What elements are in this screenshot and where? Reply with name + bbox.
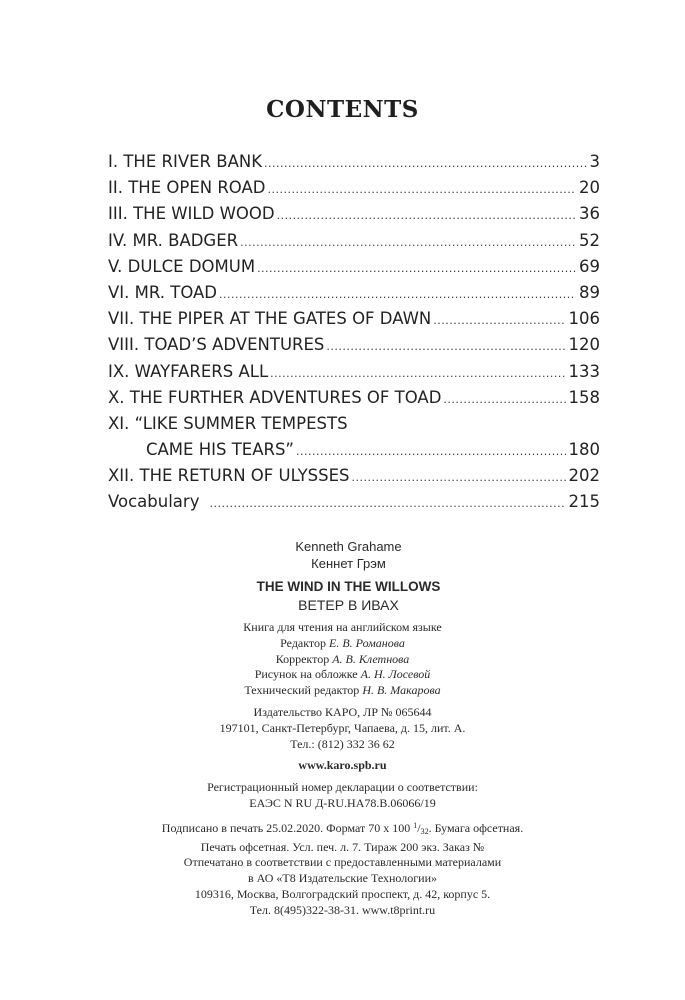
toc-leader-dots [240, 230, 576, 256]
publisher-phone: Тел.: (812) 332 36 62 [290, 736, 395, 751]
toc-leader-dots [326, 334, 565, 360]
toc-entry-page: 52 [579, 230, 600, 250]
fraction-numerator: 1 [413, 820, 418, 830]
toc-entry-title: Vocabulary [108, 492, 200, 512]
toc-leader-dots [257, 256, 576, 282]
credit-name: Н. В. Макарова [362, 683, 441, 698]
table-of-contents [108, 149, 600, 516]
imprint-block [0, 538, 685, 919]
toc-leader-dots [264, 151, 586, 177]
toc-entry [108, 437, 600, 463]
toc-entry [108, 489, 600, 515]
toc-entry-page: 3 [589, 152, 600, 171]
toc-entry-title: II. THE OPEN ROAD [108, 178, 266, 198]
credit-name: Е. В. Романова [329, 635, 405, 650]
toc-entry [108, 201, 600, 227]
toc-entry-title: V. DULCE DOMUM [108, 256, 256, 276]
toc-entry-page: 180 [568, 440, 600, 460]
toc-entry [108, 306, 600, 332]
toc-leader-dots [209, 491, 565, 517]
toc-leader-dots [443, 387, 565, 413]
credit-label: Корректор [275, 651, 330, 666]
toc-entry-page: 133 [568, 361, 600, 381]
signed-text-end: . Бумага офсетная. [428, 820, 524, 835]
toc-entry-title: XII. THE RETURN OF ULYSSES [108, 466, 350, 486]
toc-entry-page: 69 [579, 256, 600, 276]
author-english: Kenneth Grahame [295, 539, 402, 554]
toc-entry [108, 175, 600, 201]
toc-leader-dots [267, 177, 576, 203]
toc-entry-page: 89 [579, 282, 600, 302]
credit-editor [0, 636, 685, 652]
author-russian: Кеннет Грэм [311, 556, 386, 571]
credit-name: А. Н. Лосевой [360, 667, 431, 682]
printed-line-2: в АО «Т8 Издательские Технологии» [247, 871, 438, 886]
toc-leader-dots [296, 439, 566, 465]
toc-entry-title: X. THE FURTHER ADVENTURES OF TOAD [108, 387, 442, 407]
toc-entry [108, 149, 600, 175]
toc-entry-title: VI. MR. TOAD [108, 282, 218, 302]
signed-line [0, 818, 685, 840]
toc-leader-dots [277, 203, 576, 229]
page-title: CONTENTS [266, 96, 419, 123]
format-fraction: $^1/_{32}$ [413, 820, 429, 836]
toc-entry [108, 228, 600, 254]
toc-entry-title: I. THE RIVER BANK [108, 152, 263, 171]
credit-corrector [0, 652, 685, 668]
toc-entry-page: 106 [568, 309, 600, 329]
book-title-russian: ВЕТЕР В ИВАХ [298, 597, 399, 613]
signed-text: Подписано в печать 25.02.2020. Формат 70 x 100 [161, 820, 411, 835]
print-info: Печать офсетная. Усл. печ. л. 7. Тираж 200 экз. Заказ № [200, 839, 485, 854]
toc-entry [108, 463, 600, 489]
credit-tech-editor [0, 683, 685, 699]
toc-entry-page: 36 [579, 204, 600, 224]
toc-entry-title: III. THE WILD WOOD [108, 204, 275, 224]
publisher-website: www.karo.spb.ru [298, 758, 387, 773]
toc-entry [108, 411, 600, 437]
toc-entry-title: VII. THE PIPER AT THE GATES OF DAWN [108, 309, 432, 329]
toc-entry-page: 158 [568, 387, 600, 407]
credit-name: А. В. Клетнова [332, 651, 410, 666]
fraction-denominator: 32 [420, 826, 429, 836]
credit-label: Редактор [280, 635, 327, 650]
credit-label: Технический редактор [244, 683, 360, 698]
toc-entry [108, 359, 600, 385]
credit-label: Рисунок на обложке [254, 667, 358, 682]
publisher-address: 197101, Санкт-Петербург, Чапаева, д. 15, лит. А. [219, 720, 466, 735]
toc-leader-dots [352, 465, 566, 491]
registration-label: Регистрационный номер декларации о соответствии: [207, 780, 478, 795]
registration-number: ЕАЭС N RU Д-RU.НА78.В.06066/19 [249, 795, 436, 810]
toc-entry-page: 20 [579, 178, 600, 198]
printed-line-1: Отпечатано в соответствии с предоставленными материалами [183, 855, 502, 870]
toc-entry [108, 254, 600, 280]
toc-entry-title: VIII. TOAD’S ADVENTURES [108, 335, 325, 355]
toc-entry-title: XI. “LIKE SUMMER TEMPESTS [108, 413, 348, 433]
book-subtitle: Книга для чтения на английском языке [243, 620, 442, 634]
toc-leader-dots [433, 308, 565, 334]
toc-entry-title: CAME HIS TEARS” [146, 440, 294, 460]
toc-entry-page: 202 [568, 466, 600, 486]
publisher-line: Издательство КАРО, ЛР № 065644 [253, 704, 432, 719]
toc-entry [108, 280, 600, 306]
book-title-english: THE WIND IN THE WILLOWS [256, 579, 441, 594]
printed-line-3: 109316, Москва, Волгоградский проспект, д. 42, корпус 5. [194, 886, 491, 901]
credit-cover [0, 667, 685, 683]
toc-entry-title: IX. WAYFARERS ALL [108, 361, 269, 381]
toc-entry-page: 120 [568, 335, 600, 355]
toc-leader-dots [219, 282, 576, 308]
toc-entry-title: IV. MR. BADGER [108, 230, 239, 250]
toc-entry-page: 215 [568, 492, 600, 512]
toc-entry [108, 385, 600, 411]
printed-line-4: Тел. 8(495)322-38-31. www.t8print.ru [249, 902, 436, 917]
toc-leader-dots [270, 361, 565, 387]
toc-entry [108, 332, 600, 358]
